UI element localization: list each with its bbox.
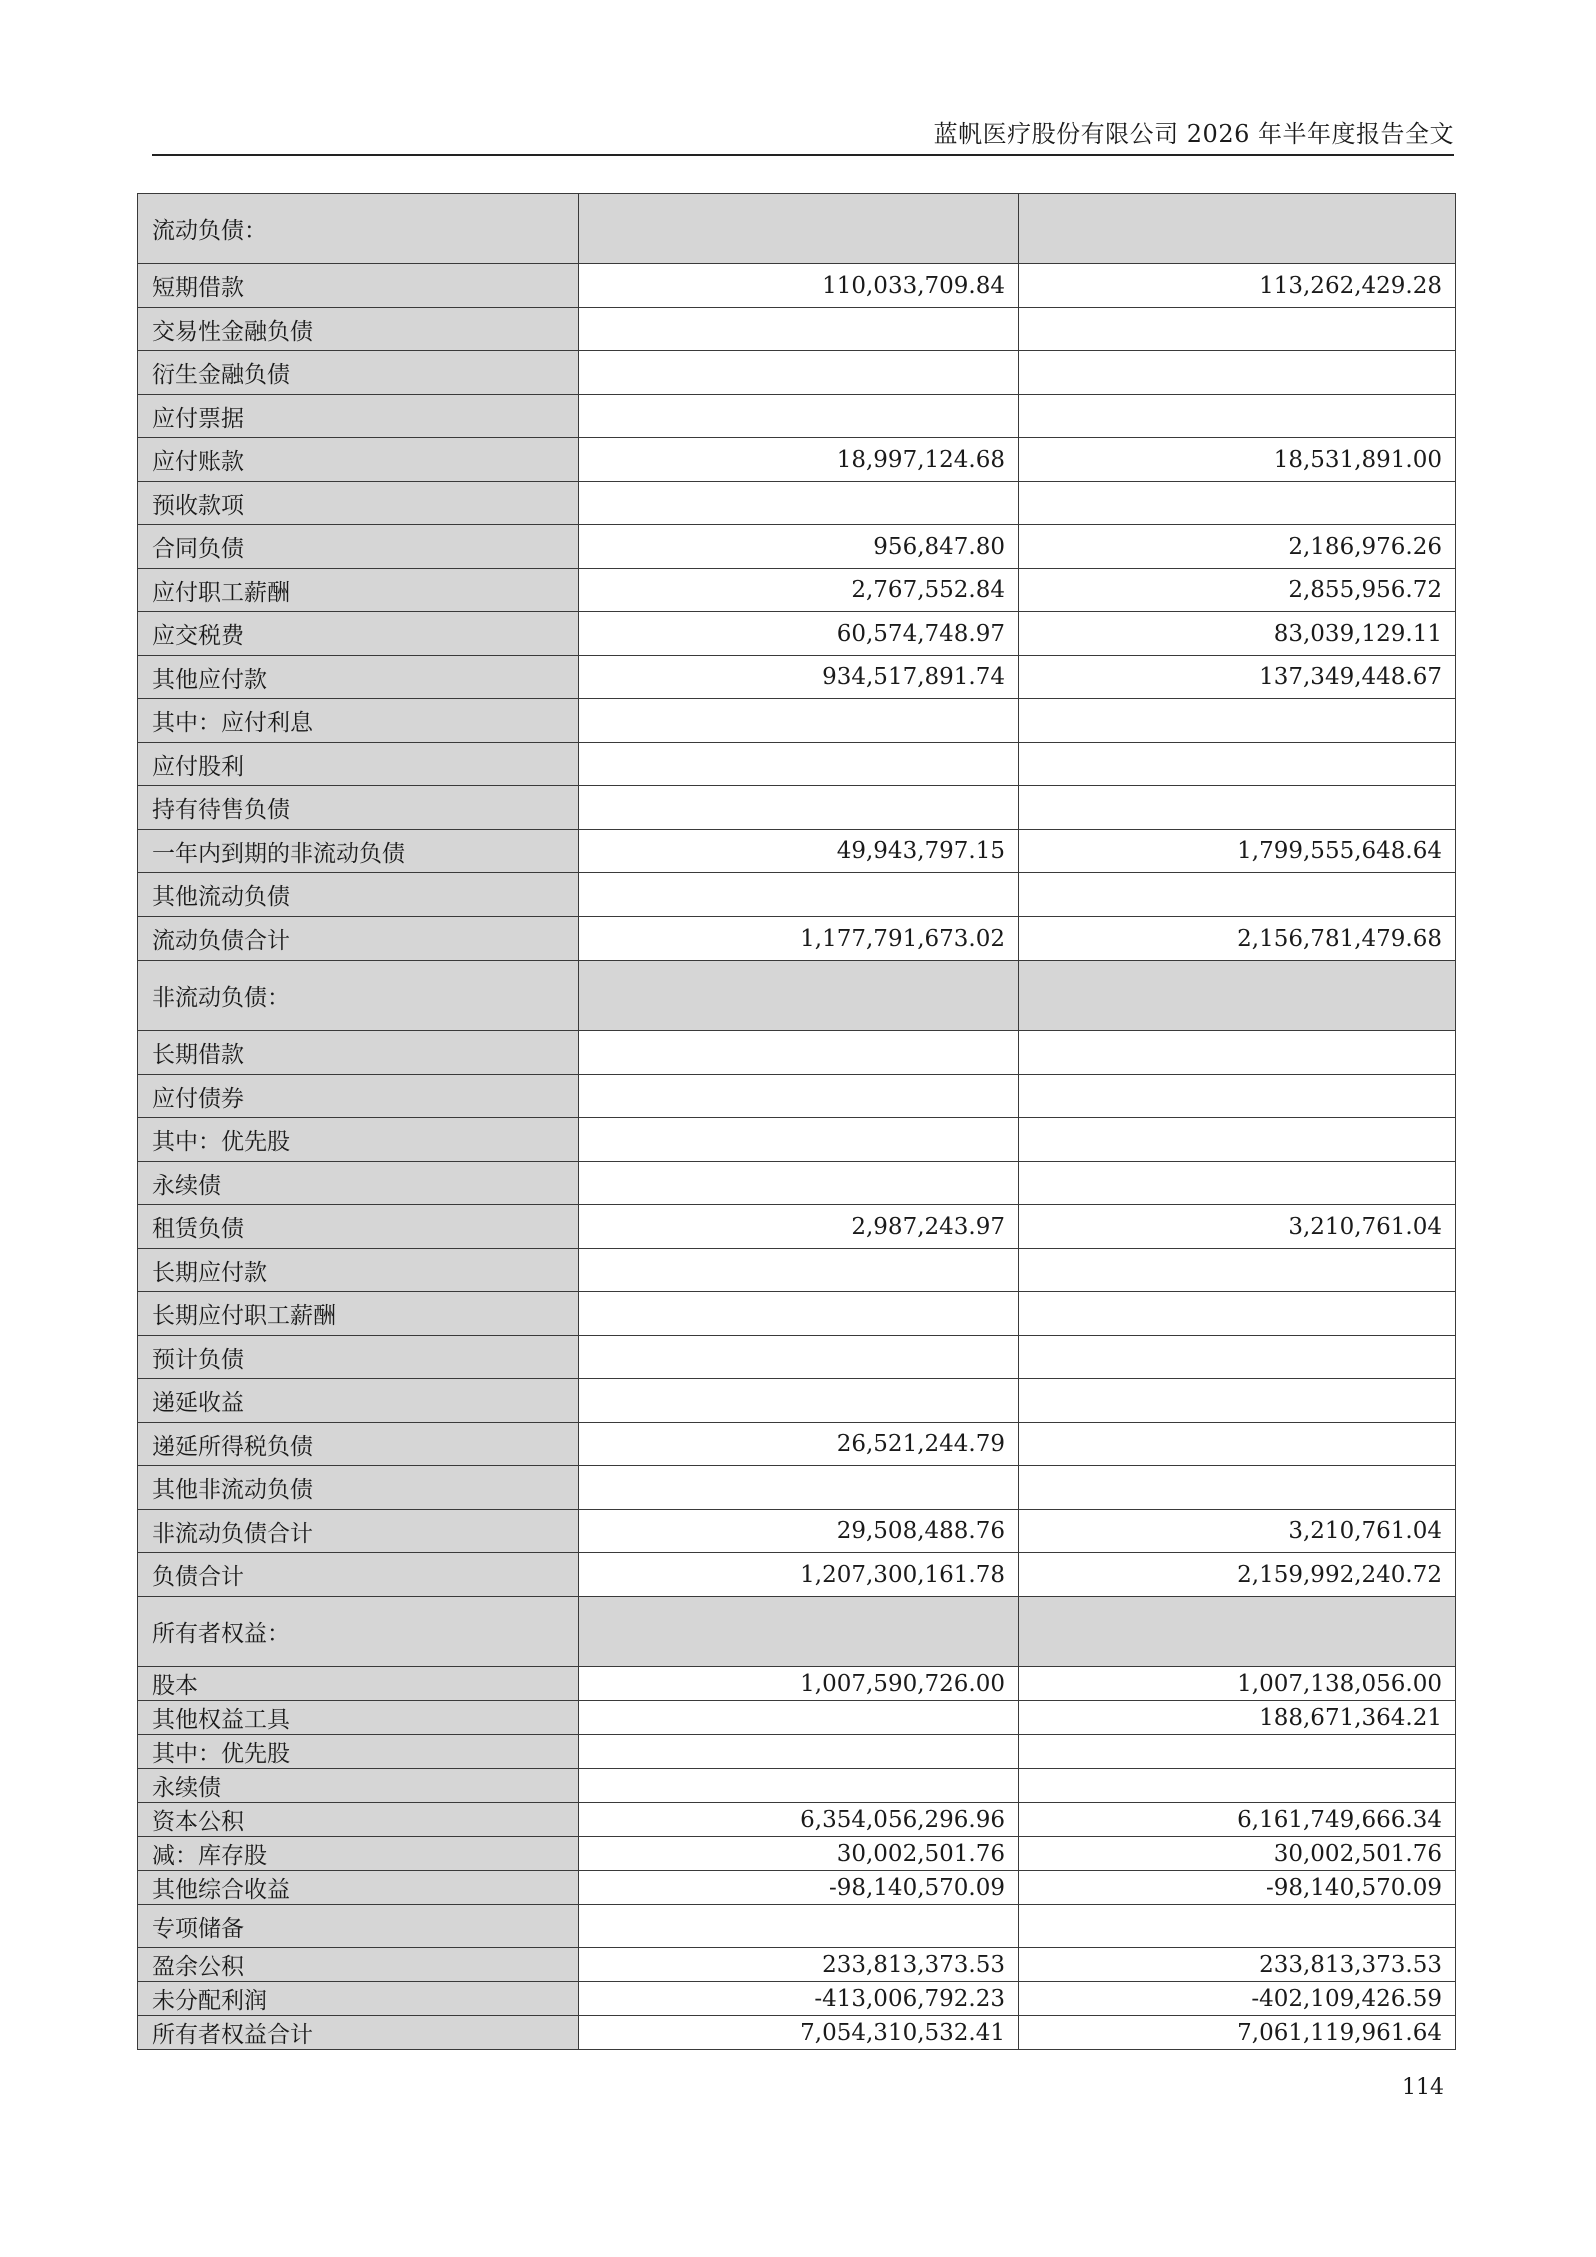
row-label: 长期应付职工薪酬 — [138, 1292, 579, 1336]
table-row — [138, 1667, 1456, 1701]
table-row — [138, 1205, 1456, 1249]
table-row — [138, 569, 1456, 612]
current-period-value — [579, 1466, 1019, 1510]
current-period-value — [579, 395, 1019, 438]
prior-period-value: 1,007,138,056.00 — [1019, 1667, 1456, 1701]
row-label: 预计负债 — [138, 1336, 579, 1379]
current-period-value — [579, 743, 1019, 786]
table-row — [138, 1031, 1456, 1075]
prior-period-value: 3,210,761.04 — [1019, 1205, 1456, 1249]
row-label: 股本 — [138, 1667, 579, 1701]
current-period-value — [579, 1336, 1019, 1379]
prior-period-value: 2,855,956.72 — [1019, 569, 1456, 612]
current-period-value — [579, 1597, 1019, 1667]
current-period-value — [579, 1118, 1019, 1162]
row-label: 永续债 — [138, 1162, 579, 1205]
prior-period-value — [1019, 786, 1456, 830]
table-row — [138, 1597, 1456, 1667]
table-row — [138, 1379, 1456, 1423]
table-row — [138, 1982, 1456, 2016]
current-period-value — [579, 194, 1019, 264]
current-period-value: 29,508,488.76 — [579, 1510, 1019, 1553]
current-period-value — [579, 1249, 1019, 1292]
row-label: 其他权益工具 — [138, 1701, 579, 1735]
table-row — [138, 1769, 1456, 1803]
row-label: 合同负债 — [138, 525, 579, 569]
current-period-value: 1,007,590,726.00 — [579, 1667, 1019, 1701]
table-row — [138, 699, 1456, 743]
table-row — [138, 2016, 1456, 2050]
balance-sheet-table — [137, 193, 1456, 2050]
current-period-value — [579, 1905, 1019, 1948]
current-period-value — [579, 351, 1019, 395]
current-period-value: 2,987,243.97 — [579, 1205, 1019, 1249]
prior-period-value: 83,039,129.11 — [1019, 612, 1456, 656]
table-row — [138, 786, 1456, 830]
table-row — [138, 395, 1456, 438]
row-label: 应付职工薪酬 — [138, 569, 579, 612]
prior-period-value — [1019, 1905, 1456, 1948]
prior-period-value — [1019, 1118, 1456, 1162]
prior-period-value — [1019, 1769, 1456, 1803]
row-label: 持有待售负债 — [138, 786, 579, 830]
prior-period-value: 2,159,992,240.72 — [1019, 1553, 1456, 1597]
current-period-value: 7,054,310,532.41 — [579, 2016, 1019, 2050]
prior-period-value: 3,210,761.04 — [1019, 1510, 1456, 1553]
table-row — [138, 1118, 1456, 1162]
prior-period-value — [1019, 873, 1456, 917]
table-row — [138, 873, 1456, 917]
row-label: 其他非流动负债 — [138, 1466, 579, 1510]
prior-period-value — [1019, 961, 1456, 1031]
prior-period-value — [1019, 699, 1456, 743]
prior-period-value: -98,140,570.09 — [1019, 1871, 1456, 1905]
prior-period-value — [1019, 194, 1456, 264]
prior-period-value: 113,262,429.28 — [1019, 264, 1456, 308]
prior-period-value: 233,813,373.53 — [1019, 1948, 1456, 1982]
table-row — [138, 1336, 1456, 1379]
row-label: 其中：优先股 — [138, 1735, 579, 1769]
prior-period-value — [1019, 1031, 1456, 1075]
row-label: 应交税费 — [138, 612, 579, 656]
row-label: 衍生金融负债 — [138, 351, 579, 395]
prior-period-value — [1019, 1379, 1456, 1423]
current-period-value: 110,033,709.84 — [579, 264, 1019, 308]
table-row — [138, 1948, 1456, 1982]
row-label: 资本公积 — [138, 1803, 579, 1837]
current-period-value — [579, 961, 1019, 1031]
table-row — [138, 1292, 1456, 1336]
current-period-value: 60,574,748.97 — [579, 612, 1019, 656]
row-label: 预收款项 — [138, 482, 579, 525]
prior-period-value: 2,186,976.26 — [1019, 525, 1456, 569]
table-row — [138, 194, 1456, 264]
table-row — [138, 743, 1456, 786]
row-label: 盈余公积 — [138, 1948, 579, 1982]
prior-period-value — [1019, 1249, 1456, 1292]
row-label: 长期应付款 — [138, 1249, 579, 1292]
row-label: 非流动负债合计 — [138, 1510, 579, 1553]
table-row — [138, 482, 1456, 525]
prior-period-value — [1019, 743, 1456, 786]
current-period-value — [579, 1292, 1019, 1336]
prior-period-value: 7,061,119,961.64 — [1019, 2016, 1456, 2050]
row-label: 应付股利 — [138, 743, 579, 786]
current-period-value: -98,140,570.09 — [579, 1871, 1019, 1905]
prior-period-value: 30,002,501.76 — [1019, 1837, 1456, 1871]
row-label: 其他流动负债 — [138, 873, 579, 917]
row-label: 应付票据 — [138, 395, 579, 438]
row-label: 一年内到期的非流动负债 — [138, 830, 579, 873]
current-period-value — [579, 1075, 1019, 1118]
prior-period-value: 6,161,749,666.34 — [1019, 1803, 1456, 1837]
current-period-value — [579, 873, 1019, 917]
prior-period-value — [1019, 1162, 1456, 1205]
current-period-value: -413,006,792.23 — [579, 1982, 1019, 2016]
prior-period-value: 1,799,555,648.64 — [1019, 830, 1456, 873]
prior-period-value — [1019, 482, 1456, 525]
row-label: 递延所得税负债 — [138, 1423, 579, 1466]
row-label: 应付账款 — [138, 438, 579, 482]
table-row — [138, 1423, 1456, 1466]
row-label: 短期借款 — [138, 264, 579, 308]
current-period-value — [579, 1379, 1019, 1423]
current-period-value: 18,997,124.68 — [579, 438, 1019, 482]
row-label: 非流动负债： — [138, 961, 579, 1031]
prior-period-value — [1019, 1735, 1456, 1769]
current-period-value: 956,847.80 — [579, 525, 1019, 569]
prior-period-value: 2,156,781,479.68 — [1019, 917, 1456, 961]
table-row — [138, 961, 1456, 1031]
table-row — [138, 1837, 1456, 1871]
current-period-value: 30,002,501.76 — [579, 1837, 1019, 1871]
table-row — [138, 1871, 1456, 1905]
table-row — [138, 1510, 1456, 1553]
current-period-value — [579, 1031, 1019, 1075]
row-label: 未分配利润 — [138, 1982, 579, 2016]
row-label: 长期借款 — [138, 1031, 579, 1075]
row-label: 其中：优先股 — [138, 1118, 579, 1162]
row-label: 交易性金融负债 — [138, 308, 579, 351]
report-title: 蓝帆医疗股份有限公司 2026 年半年度报告全文 — [933, 120, 1454, 148]
current-period-value — [579, 1769, 1019, 1803]
table-row — [138, 1905, 1456, 1948]
row-label: 其中：应付利息 — [138, 699, 579, 743]
current-period-value: 26,521,244.79 — [579, 1423, 1019, 1466]
row-label: 递延收益 — [138, 1379, 579, 1423]
current-period-value: 1,177,791,673.02 — [579, 917, 1019, 961]
row-label: 专项储备 — [138, 1905, 579, 1948]
row-label: 流动负债： — [138, 194, 579, 264]
table-row — [138, 917, 1456, 961]
row-label: 应付债券 — [138, 1075, 579, 1118]
row-label: 流动负债合计 — [138, 917, 579, 961]
prior-period-value: 18,531,891.00 — [1019, 438, 1456, 482]
current-period-value — [579, 1701, 1019, 1735]
row-label: 租赁负债 — [138, 1205, 579, 1249]
row-label: 负债合计 — [138, 1553, 579, 1597]
prior-period-value — [1019, 1292, 1456, 1336]
prior-period-value — [1019, 1423, 1456, 1466]
page-number: 114 — [1402, 2075, 1444, 2100]
prior-period-value — [1019, 1075, 1456, 1118]
prior-period-value: 188,671,364.21 — [1019, 1701, 1456, 1735]
prior-period-value — [1019, 351, 1456, 395]
table-row — [138, 612, 1456, 656]
current-period-value: 1,207,300,161.78 — [579, 1553, 1019, 1597]
table-row — [138, 264, 1456, 308]
row-label: 所有者权益合计 — [138, 2016, 579, 2050]
prior-period-value: 137,349,448.67 — [1019, 656, 1456, 699]
table-row — [138, 308, 1456, 351]
page-header — [152, 110, 1454, 156]
current-period-value: 49,943,797.15 — [579, 830, 1019, 873]
table-row — [138, 1162, 1456, 1205]
current-period-value — [579, 699, 1019, 743]
table-row — [138, 1735, 1456, 1769]
table-row — [138, 525, 1456, 569]
row-label: 其他综合收益 — [138, 1871, 579, 1905]
table-row — [138, 656, 1456, 699]
prior-period-value — [1019, 308, 1456, 351]
prior-period-value — [1019, 1597, 1456, 1667]
prior-period-value: -402,109,426.59 — [1019, 1982, 1456, 2016]
table-row — [138, 1701, 1456, 1735]
current-period-value — [579, 786, 1019, 830]
row-label: 永续债 — [138, 1769, 579, 1803]
current-period-value — [579, 1735, 1019, 1769]
row-label: 其他应付款 — [138, 656, 579, 699]
current-period-value — [579, 308, 1019, 351]
table-row — [138, 1466, 1456, 1510]
row-label: 所有者权益： — [138, 1597, 579, 1667]
prior-period-value — [1019, 1466, 1456, 1510]
table-row — [138, 351, 1456, 395]
table-row — [138, 1553, 1456, 1597]
table-row — [138, 830, 1456, 873]
current-period-value: 6,354,056,296.96 — [579, 1803, 1019, 1837]
table-row — [138, 1803, 1456, 1837]
table-row — [138, 1075, 1456, 1118]
row-label: 减：库存股 — [138, 1837, 579, 1871]
current-period-value: 2,767,552.84 — [579, 569, 1019, 612]
table-row — [138, 1249, 1456, 1292]
prior-period-value — [1019, 395, 1456, 438]
current-period-value: 934,517,891.74 — [579, 656, 1019, 699]
current-period-value — [579, 1162, 1019, 1205]
table-row — [138, 438, 1456, 482]
current-period-value — [579, 482, 1019, 525]
prior-period-value — [1019, 1336, 1456, 1379]
current-period-value: 233,813,373.53 — [579, 1948, 1019, 1982]
